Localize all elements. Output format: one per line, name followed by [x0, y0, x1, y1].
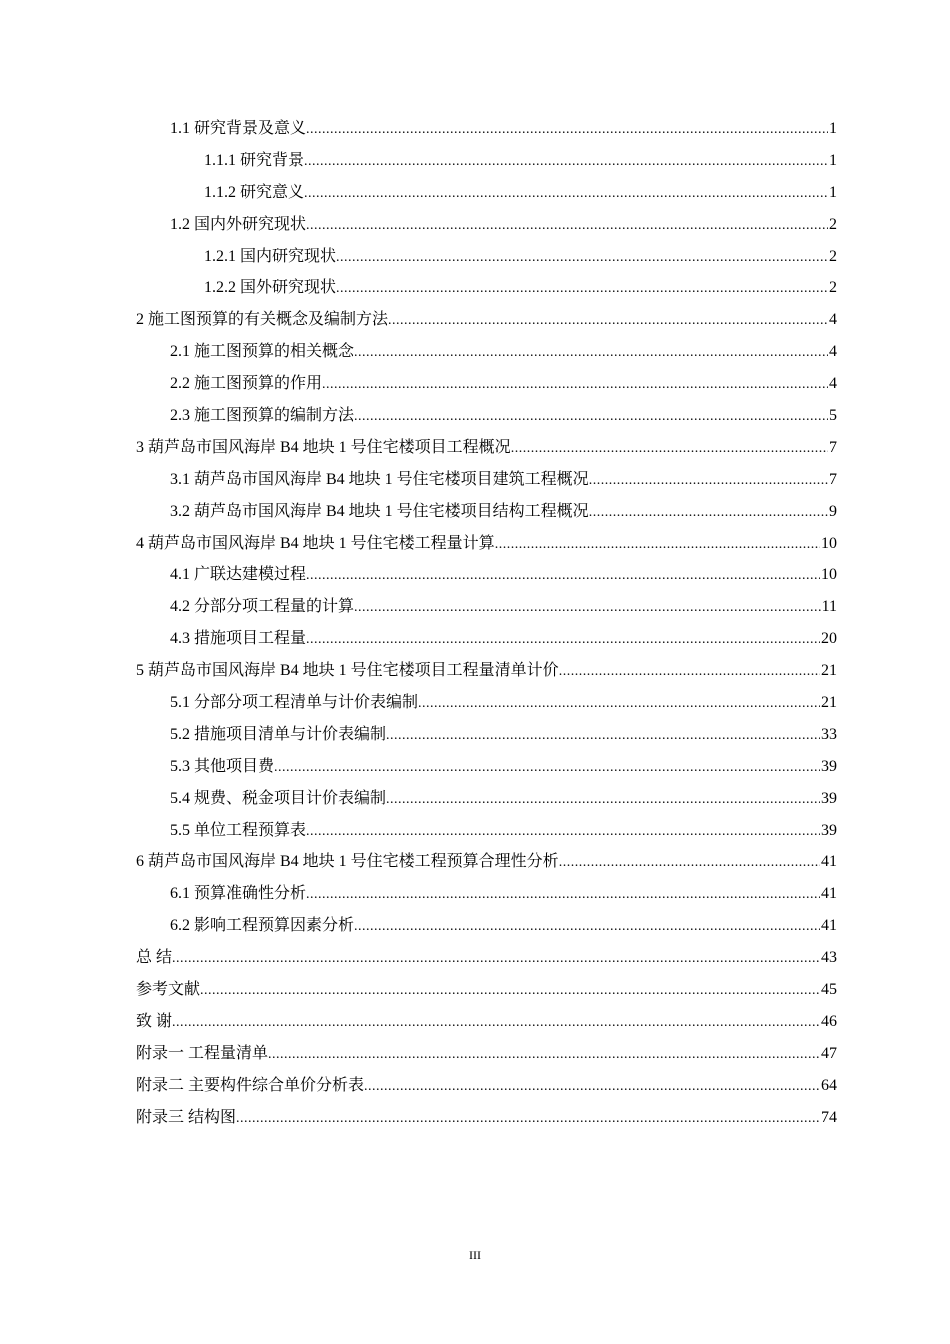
- toc-entry-title: 5.5 单位工程预算表: [170, 821, 307, 839]
- toc-entry-title: 4.3 措施项目工程量: [170, 630, 307, 648]
- toc-entry[interactable]: [136, 591, 837, 623]
- toc-entry[interactable]: [136, 336, 837, 368]
- toc-entry-page-number: 39: [821, 821, 837, 839]
- toc-entry[interactable]: [136, 272, 837, 304]
- toc-entry-page-number: 1: [829, 183, 837, 201]
- toc-entry-title: 2.2 施工图预算的作用: [170, 375, 323, 393]
- toc-entry[interactable]: [136, 1102, 837, 1134]
- toc-entry-title: 5.4 规费、税金项目计价表编制: [170, 789, 387, 807]
- toc-entry-page-number: 33: [821, 725, 837, 743]
- toc-dot-leader: [354, 591, 821, 624]
- toc-dot-leader: [354, 400, 828, 433]
- toc-entry-title: 6 葫芦岛市国风海岸 B4 地块 1 号住宅楼工程预算合理性分析: [136, 853, 559, 871]
- toc-entry-title: 1.1 研究背景及意义: [170, 120, 307, 137]
- toc-dot-leader: [236, 1102, 820, 1135]
- toc-dot-leader: [336, 272, 828, 305]
- toc-entry[interactable]: [136, 687, 837, 719]
- toc-entry-page-number: 11: [821, 598, 837, 616]
- toc-dot-leader: [559, 655, 820, 688]
- toc-dot-leader: [304, 177, 828, 210]
- toc-dot-leader: [559, 846, 820, 879]
- toc-entry-title: 1.2.2 国外研究现状: [204, 279, 337, 297]
- toc-entry-page-number: 2: [829, 215, 837, 233]
- toc-entry-page-number: 39: [821, 757, 837, 775]
- toc-entry-page-number: 41: [821, 885, 837, 903]
- toc-entry-title: 5.3 其他项目费: [170, 757, 275, 775]
- toc-entry[interactable]: [136, 1038, 837, 1070]
- toc-entry[interactable]: [136, 145, 837, 177]
- toc-entry-page-number: 64: [821, 1076, 837, 1094]
- page-number-footer: III: [469, 1248, 481, 1262]
- toc-entry-title: 6.1 预算准确性分析: [170, 885, 307, 903]
- toc-entry[interactable]: [136, 815, 837, 847]
- toc-dot-leader: [306, 878, 820, 911]
- toc-entry-page-number: 43: [821, 949, 837, 967]
- toc-dot-leader: [306, 113, 828, 146]
- toc-entry[interactable]: [136, 177, 837, 209]
- toc-entry[interactable]: [136, 846, 837, 878]
- toc-entry-page-number: 21: [821, 662, 837, 680]
- toc-dot-leader: [354, 910, 820, 943]
- toc-entry[interactable]: [136, 113, 837, 145]
- toc-entry-title: 附录二 主要构件综合单价分析表: [136, 1076, 365, 1094]
- toc-entry-title: 2.1 施工图预算的相关概念: [170, 343, 355, 361]
- toc-entry[interactable]: [136, 655, 837, 687]
- toc-entry-page-number: 41: [821, 917, 837, 935]
- toc-entry-page-number: 4: [829, 311, 837, 329]
- toc-entry-page-number: 7: [829, 470, 837, 488]
- toc-entry[interactable]: [136, 910, 837, 942]
- toc-entry-page-number: 10: [821, 566, 837, 584]
- toc-entry[interactable]: [136, 432, 837, 464]
- toc-dot-leader: [511, 432, 828, 465]
- toc-dot-leader: [322, 368, 828, 401]
- toc-entry-page-number: 1: [829, 120, 837, 137]
- toc-entry[interactable]: [136, 1006, 837, 1038]
- toc-dot-leader: [172, 1006, 820, 1039]
- toc-entry-title: 6.2 影响工程预算因素分析: [170, 917, 355, 935]
- toc-entry-page-number: 46: [821, 1012, 837, 1030]
- toc-entry-title: 2 施工图预算的有关概念及编制方法: [136, 311, 389, 329]
- toc-entry[interactable]: [136, 942, 837, 974]
- toc-dot-leader: [306, 623, 820, 656]
- toc-entry[interactable]: [136, 878, 837, 910]
- toc-entry-title: 1.1.1 研究背景: [204, 151, 305, 169]
- toc-entry-title: 3 葫芦岛市国风海岸 B4 地块 1 号住宅楼项目工程概况: [136, 438, 511, 456]
- toc-entry-title: 3.2 葫芦岛市国风海岸 B4 地块 1 号住宅楼项目结构工程概况: [170, 502, 589, 520]
- toc-entry-page-number: 2: [829, 279, 837, 297]
- toc-entry-page-number: 74: [821, 1108, 837, 1126]
- toc-entry-title: 3.1 葫芦岛市国风海岸 B4 地块 1 号住宅楼项目建筑工程概况: [170, 470, 589, 488]
- toc-entry[interactable]: [136, 974, 837, 1006]
- toc-entry-page-number: 39: [821, 789, 837, 807]
- toc-entry-page-number: 21: [821, 694, 837, 712]
- toc-dot-leader: [200, 974, 820, 1007]
- toc-entry-page-number: 41: [821, 853, 837, 871]
- toc-entry-title: 5.1 分部分项工程清单与计价表编制: [170, 694, 419, 712]
- toc-dot-leader: [304, 145, 828, 178]
- toc-entry-title: 4.1 广联达建模过程: [170, 566, 307, 584]
- toc-entry-title: 5 葫芦岛市国风海岸 B4 地块 1 号住宅楼项目工程量清单计价: [136, 662, 559, 680]
- toc-entry-title: 1.1.2 研究意义: [204, 183, 305, 201]
- toc-entry-page-number: 5: [829, 407, 837, 425]
- toc-dot-leader: [495, 528, 820, 561]
- toc-entry[interactable]: [136, 719, 837, 751]
- toc-entry-title: 附录一 工程量清单: [136, 1044, 269, 1062]
- toc-dot-leader: [386, 719, 820, 752]
- toc-entry[interactable]: [136, 783, 837, 815]
- toc-entry-page-number: 7: [829, 438, 837, 456]
- toc-entry-title: 附录三 结构图: [136, 1108, 237, 1126]
- toc-dot-leader: [386, 783, 820, 816]
- toc-dot-leader: [388, 304, 828, 337]
- toc-dot-leader: [306, 815, 820, 848]
- toc-dot-leader: [336, 241, 828, 274]
- toc-entry[interactable]: [136, 400, 837, 432]
- toc-entry[interactable]: [136, 368, 837, 400]
- toc-entry-page-number: 4: [829, 343, 837, 361]
- toc-entry-page-number: 47: [821, 1044, 837, 1062]
- toc-dot-leader: [172, 942, 820, 975]
- toc-dot-leader: [364, 1070, 820, 1103]
- toc-dot-leader: [589, 464, 828, 497]
- toc-entry-title: 1.2 国内外研究现状: [170, 215, 307, 233]
- toc-entry-page-number: 45: [821, 981, 837, 999]
- toc-entry-page-number: 1: [829, 151, 837, 169]
- toc-entry-title: 4.2 分部分项工程量的计算: [170, 598, 355, 616]
- toc-entry[interactable]: [136, 209, 837, 241]
- toc-entry[interactable]: [136, 464, 837, 496]
- toc-dot-leader: [306, 209, 828, 242]
- toc-entry[interactable]: [136, 241, 837, 273]
- toc-entry[interactable]: [136, 751, 837, 783]
- toc-entry-page-number: 20: [821, 630, 837, 648]
- toc-entry-title: 5.2 措施项目清单与计价表编制: [170, 725, 387, 743]
- toc-entry-title: 1.2.1 国内研究现状: [204, 247, 337, 265]
- toc-entry-title: 参考文献: [136, 981, 201, 999]
- toc-dot-leader: [589, 496, 828, 529]
- toc-entry[interactable]: [136, 304, 837, 336]
- toc-dot-leader: [306, 559, 820, 592]
- toc-entry-title: 2.3 施工图预算的编制方法: [170, 407, 355, 425]
- toc-dot-leader: [354, 336, 828, 369]
- toc-entry[interactable]: [136, 559, 837, 591]
- toc-entry[interactable]: [136, 496, 837, 528]
- toc-entry-page-number: 2: [829, 247, 837, 265]
- toc-entry[interactable]: [136, 528, 837, 560]
- toc-dot-leader: [268, 1038, 820, 1071]
- toc-entry-page-number: 9: [829, 502, 837, 520]
- toc-entry-title: 总 结: [136, 949, 173, 967]
- table-of-contents: [136, 113, 837, 1134]
- toc-entry[interactable]: [136, 623, 837, 655]
- toc-dot-leader: [418, 687, 820, 720]
- toc-entry-page-number: 10: [821, 534, 837, 552]
- toc-entry-title: 致 谢: [136, 1012, 173, 1030]
- toc-entry[interactable]: [136, 1070, 837, 1102]
- toc-entry-title: 4 葫芦岛市国风海岸 B4 地块 1 号住宅楼工程量计算: [136, 534, 495, 552]
- toc-dot-leader: [274, 751, 820, 784]
- toc-entry-page-number: 4: [829, 375, 837, 393]
